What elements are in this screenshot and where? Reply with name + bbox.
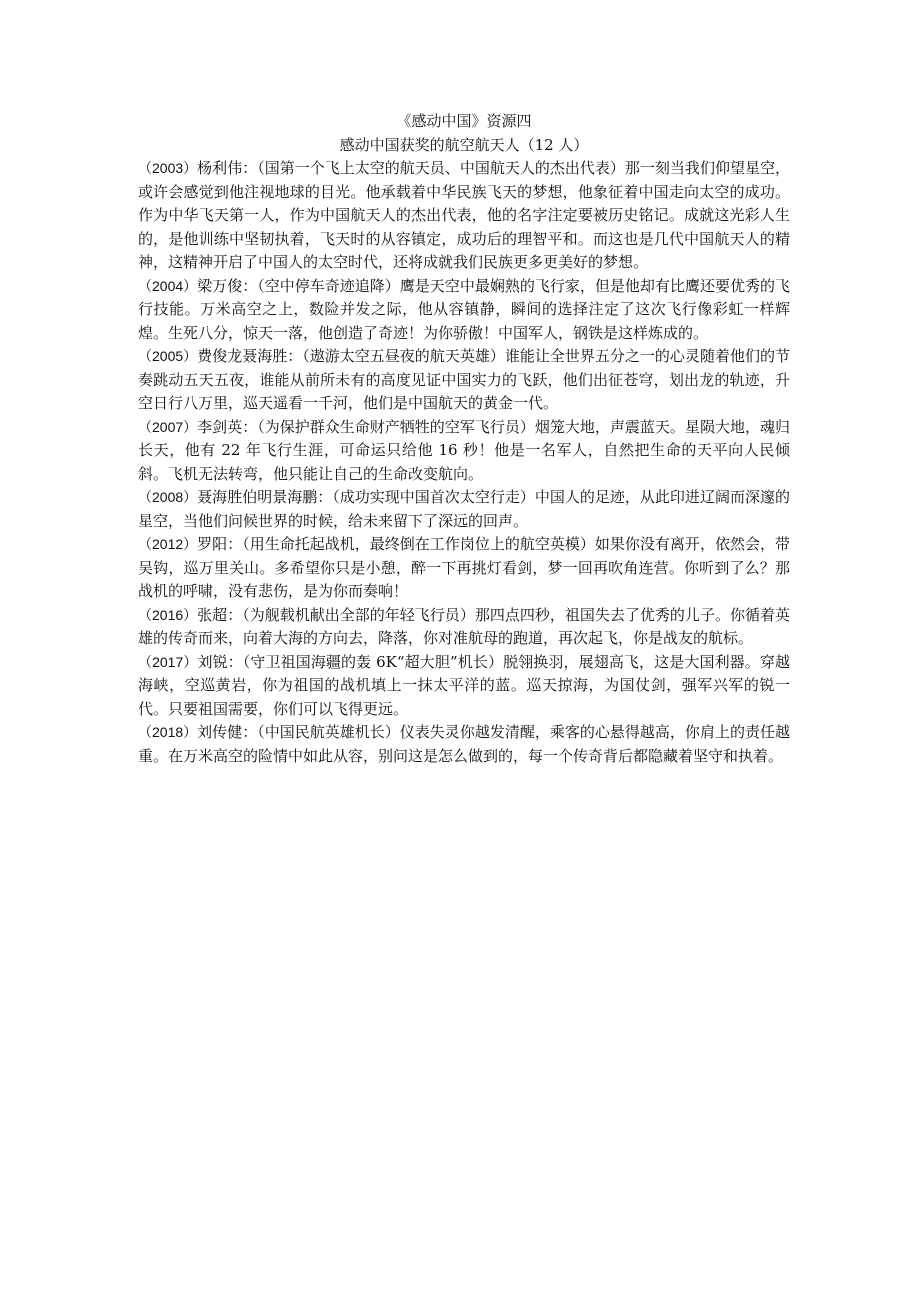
entry-2004 (138, 275, 790, 346)
entry-text: 杨利伟：（国第一个飞上太空的航天员、中国航天人的杰出代表）那一刻当我们仰望星空，或许会感觉到他注视地球的目光。他承载着中华民族飞天的梦想，他象征着中国走向太空的成功。作为中华飞天第一人，作为中国航天人的杰出代表，他的名字注定要被历史铭记。成就这光彩人生的，是他训练中坚韧执着，飞天时的从容镇定，成功后的理智平和。而这也是几代中国航天人的精神，这精神开启了中国人的太空时代，还将成就我们民族更多更美好的梦想。 (138, 159, 790, 271)
entry-2018 (138, 721, 790, 768)
entry-2016 (138, 604, 790, 651)
entry-text: 费俊龙聂海胜：（遨游太空五昼夜的航天英雄）谁能让全世界五分之一的心灵随着他们的节奏跳动五天五夜，谁能从前所未有的高度见证中国实力的飞跃，他们出征苍穹，划出龙的轨迹，升空日行八万里，巡天遥看一千河，他们是中国航天的黄金一代。 (138, 347, 790, 412)
entry-year: （2007） (138, 418, 198, 435)
entry-year: （2003） (138, 160, 198, 176)
entry-text: 刘传健：（中国民航英雄机长）仪表失灵你越发清醒，乘客的心悬得越高，你肩上的责任越重。在万米高空的险情中如此从容，别问这是怎么做到的，每一个传奇背后都隐藏着坚守和执着。 (138, 723, 790, 765)
entry-year: （2016） (138, 606, 198, 623)
document-subtitle: 感动中国获奖的航空航天人（12 人） (339, 135, 589, 154)
entry-2003 (138, 157, 790, 275)
entry-year: （2017） (138, 653, 198, 670)
entry-text: 聂海胜伯明景海鹏：（成功实现中国首次太空行走）中国人的足迹，从此印进辽阔而深邃的星空，当他们问候世界的时候，给未来留下了深远的回声。 (138, 488, 790, 530)
entry-text: 刘锐：（守卫祖国海疆的轰 6K“超大胆”机长）脱翎换羽，展翅高飞，这是大国利器。穿越海峡，空巡黄岩，你为祖国的战机填上一抹太平洋的蓝。巡天掠海，为国仗剑，强军兴军的锐一代。只要祖国需要，你们可以飞得更远。 (138, 652, 790, 718)
document-title: 《感动中国》资源四 (396, 112, 532, 130)
entry-2005 (138, 345, 790, 416)
entry-year: （2005） (138, 348, 198, 364)
entry-text: 李剑英：（为保护群众生命财产牺牲的空军飞行员）烟笼大地，声震蓝天。星陨大地，魂归长天，他有 22 年飞行生涯，可命运只给他 16 秒！他是一名军人，自然把生命的天平向人民倾斜。飞机无法转弯，他只能让自己的生命改变航向。 (138, 417, 790, 483)
entry-2008 (138, 486, 790, 533)
entry-year: （2018） (138, 724, 198, 740)
document-page (138, 110, 790, 768)
entry-list (138, 157, 790, 768)
entry-year: （2012） (138, 536, 198, 552)
entry-2017 (138, 651, 790, 722)
entry-text: 梁万俊：（空中停车奇迹追降）鹰是天空中最娴熟的飞行家，但是他却有比鹰还要优秀的飞行技能。万米高空之上，数险并发之际，他从容镇静，瞬间的选择注定了这次飞行像彩虹一样辉煌。生死八分，惊天一落，他创造了奇迹！为你骄傲！中国军人，钢铁是这样炼成的。 (138, 276, 790, 342)
entry-text: 张超：（为舰载机献出全部的年轻飞行员）那四点四秒，祖国失去了优秀的儿子。你循着英雄的传奇而来，向着大海的方向去，降落，你对准航母的跑道，再次起飞，你是战友的航标。 (138, 605, 790, 647)
entry-2012 (138, 533, 790, 604)
entry-year: （2008） (138, 489, 198, 505)
entry-2007 (138, 416, 790, 487)
entry-year: （2004） (138, 277, 198, 294)
entry-text: 罗阳：（用生命托起战机，最终倒在工作岗位上的航空英模）如果你没有离开，依然会，带吴钩，巡万里关山。多希望你只是小憩，醉一下再挑灯看剑，梦一回再吹角连营。你听到了么？那战机的呼啸，没有悲伤，是为你而奏响！ (138, 535, 790, 600)
